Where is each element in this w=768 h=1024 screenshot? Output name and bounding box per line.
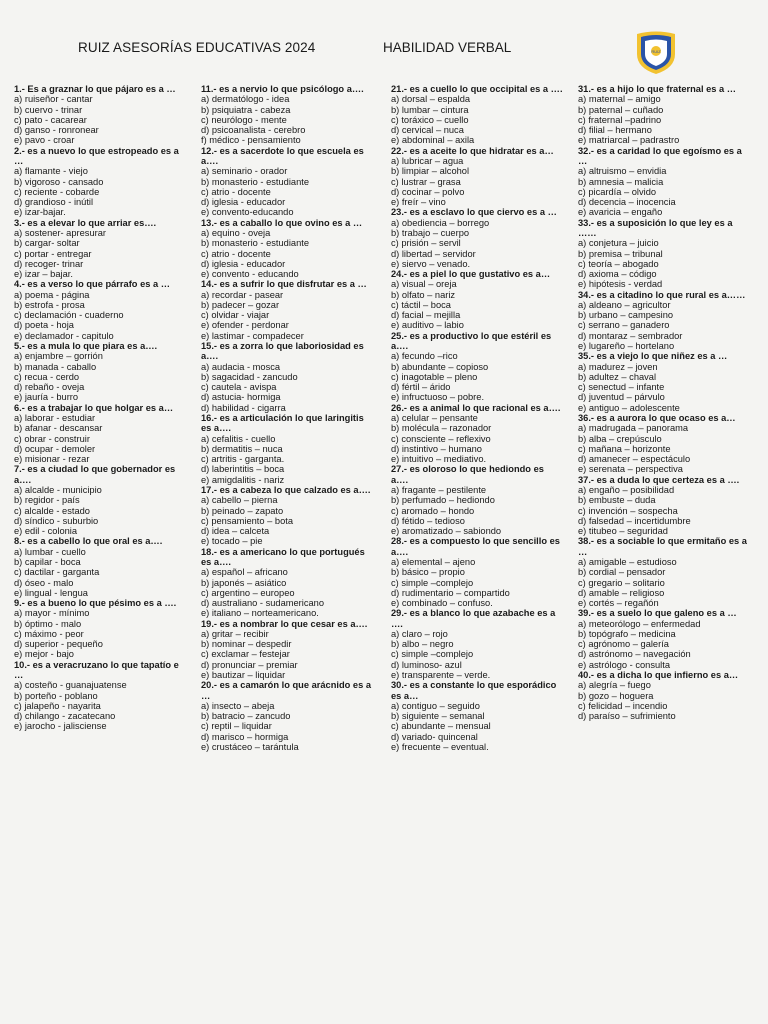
answer-option: c) argentino – europeo: [201, 587, 295, 598]
answer-option: f) médico - pensamiento: [201, 135, 301, 146]
answer-option: e) abdominal – axila: [391, 135, 475, 146]
answer-option: a) madrugada – panorama: [578, 423, 689, 434]
answer-option: b) nominar – despedir: [201, 639, 292, 650]
question-title: 3.- es a elevar lo que arriar es….: [14, 217, 157, 228]
question-title: 2.- es a nuevo lo que estropeado es a …: [14, 145, 179, 166]
answer-option: c) olvidar - viajar: [201, 310, 270, 321]
answer-option: e) declamador - capitulo: [14, 330, 114, 341]
answer-option: a) cabello – pierna: [201, 495, 278, 506]
question-title: 1.- Es a graznar lo que pájaro es a …: [14, 84, 176, 94]
answer-option: d) paraíso – sufrimiento: [578, 711, 676, 722]
answer-option: a) celular – pensante: [391, 413, 478, 423]
answer-option: d) recoger- trinar: [14, 258, 84, 269]
answer-option: d) decencia – inocencia: [578, 197, 676, 208]
answer-option: d) psicoanalista - cerebro: [201, 125, 306, 136]
answer-option: b) cordial – pensador: [578, 567, 666, 578]
answer-option: a) laborar - estudiar: [14, 413, 96, 423]
answer-option: d) habilidad - cigarra: [201, 402, 286, 413]
answer-option: d) instintivo – humano: [391, 443, 482, 454]
question-title: 28.- es a compuesto lo que sencillo es a….: [391, 536, 560, 557]
answer-option: c) obrar - construir: [14, 433, 90, 444]
question-title: 29.- es a blanco lo que azabache es a ….: [391, 608, 556, 629]
answer-option: d) ocupar - demoler: [14, 443, 96, 454]
answer-option: e) auditivo – labio: [391, 320, 464, 331]
school-shield-logo: [632, 28, 680, 76]
answer-option: b) premisa – tribunal: [578, 248, 663, 259]
answer-option: d) cocinar – polvo: [391, 186, 465, 197]
answer-option: b) topógrafo – medicina: [578, 628, 676, 639]
answer-option: a) mayor - mínimo: [14, 608, 90, 619]
answer-option: a) alcalde - municipio: [14, 484, 102, 495]
answer-option: d) idea – calceta: [201, 526, 270, 537]
answer-option: e) lingual - lengua: [14, 587, 88, 598]
answer-option: e) convento - educando: [201, 269, 299, 280]
question-title: 11.- es a nervio lo que psicólogo a….: [201, 84, 364, 94]
question-title: 7.- es a ciudad lo que gobernador es a….: [14, 464, 176, 485]
answer-option: c) simple –complejo: [391, 577, 474, 588]
answer-option: c) gregario – solitario: [578, 577, 665, 588]
answer-option: b) lumbar – cintura: [391, 104, 469, 115]
question-title: 22.- es a aceite lo que hidratar es a…: [391, 145, 554, 156]
question-title: 10.- es a veracruzano lo que tapatío e …: [14, 659, 179, 681]
answer-option: c) portar - entregar: [14, 248, 92, 259]
answer-option: a) elemental – ajeno: [391, 556, 476, 567]
answer-option: a) recordar - pasear: [201, 289, 284, 300]
answer-option: c) atrio - docente: [201, 248, 271, 259]
answer-option: a) insecto – abeja: [201, 700, 275, 711]
answer-option: c) reciente - cobarde: [14, 186, 100, 197]
answer-option: d) síndico - suburbio: [14, 515, 99, 526]
answer-option: e) mejor - bajo: [14, 649, 74, 660]
answer-option: b) urbano – campesino: [578, 310, 674, 321]
answer-option: a) costeño - guanajuatense: [14, 680, 127, 691]
answer-option: e) freír – vino: [391, 197, 446, 208]
answer-option: b) siguiente – semanal: [391, 711, 485, 722]
answer-option: b) monasterio - estudiante: [201, 238, 310, 249]
answer-option: b) básico – propio: [391, 567, 465, 578]
answer-option: d) amable – religioso: [578, 587, 665, 598]
answer-option: e) italiano – norteamericano.: [201, 608, 319, 619]
answer-option: a) meteorólogo – enfermedad: [578, 618, 701, 629]
answer-option: b) molécula – razonador: [391, 423, 492, 434]
question-title: 32.- es a caridad lo que egoísmo es a …: [578, 145, 742, 166]
answer-option: e) aromatizado – sabiondo: [391, 526, 502, 537]
answer-option: b) perfumado – hediondo: [391, 495, 495, 506]
column-1: [14, 84, 186, 732]
answer-option: a) lumbar - cuello: [14, 546, 86, 557]
answer-option: c) toráxico – cuello: [391, 114, 469, 125]
answer-option: b) peinado – zapato: [201, 505, 284, 516]
institution-title: RUIZ ASESORÍAS EDUCATIVAS 2024: [78, 40, 316, 55]
answer-option: e) edil - colonia: [14, 526, 78, 537]
column-4: [578, 84, 750, 721]
answer-option: d) superior - pequeño: [14, 639, 103, 650]
question-title: 20.- es a camarón lo que arácnido es a …: [201, 680, 371, 701]
question-title: 40.- es a dicha lo que infierno es a…: [578, 670, 739, 681]
answer-option: d) astrónomo – navegación: [578, 649, 691, 660]
answer-option: c) dactilar - garganta: [14, 567, 100, 578]
answer-option: b) japonés – asiático: [201, 577, 287, 588]
answer-option: a) flamante - viejo: [14, 166, 88, 177]
answer-option: a) dermatólogo - idea: [201, 94, 290, 105]
answer-option: d) fértil – árido: [391, 382, 451, 393]
answer-option: e) jarocho - jalisciense: [14, 721, 107, 732]
answer-option: c) abundante – mensual: [391, 721, 491, 732]
answer-option: c) simple –complejo: [391, 649, 474, 660]
answer-option: a) obediencia – borrego: [391, 217, 490, 228]
answer-option: d) óseo - malo: [14, 577, 74, 588]
answer-option: d) poeta - hoja: [14, 320, 74, 331]
answer-option: b) batracio – zancudo: [201, 711, 291, 722]
answer-option: c) recua - cerdo: [14, 371, 80, 382]
answer-option: b) afanar - descansar: [14, 423, 103, 434]
question-title: 24.- es a piel lo que gustativo es a…: [391, 269, 551, 280]
question-title: 18.- es a americano lo que portugués es a….: [201, 546, 365, 567]
question-title: 9.- es a bueno lo que pésimo es a ….: [14, 598, 177, 609]
answer-option: e) misionar - rezar: [14, 454, 90, 465]
answer-option: e) titubeo – seguridad: [578, 526, 668, 537]
column-2: [201, 84, 373, 752]
answer-option: d) iglesia - educador: [201, 258, 286, 269]
question-title: 12.- es a sacerdote lo que escuela es a….: [201, 145, 364, 166]
column-3: [391, 84, 563, 752]
answer-option: d) juventud – párvulo: [578, 392, 665, 403]
answer-option: c) picardía – olvido: [578, 186, 657, 197]
answer-option: c) serrano – ganadero: [578, 320, 670, 331]
question-title: 6.- es a trabajar lo que holgar es a…: [14, 402, 174, 413]
answer-option: b) limpiar – alcohol: [391, 166, 470, 177]
answer-option: e) serenata – perspectiva: [578, 464, 683, 475]
answer-option: d) ganso - ronronear: [14, 125, 99, 136]
answer-option: c) aromado – hondo: [391, 505, 475, 516]
answer-option: c) máximo - peor: [14, 628, 84, 639]
answer-option: c) reptil – liquidar: [201, 721, 272, 732]
answer-option: a) claro – rojo: [391, 628, 448, 639]
answer-option: d) chilango - zacatecano: [14, 711, 116, 722]
answer-option: d) variado- quincenal: [391, 731, 478, 742]
answer-option: b) porteño - poblano: [14, 690, 98, 701]
answer-option: d) filial – hermano: [578, 125, 652, 136]
answer-option: a) enjambre – gorrión: [14, 351, 103, 362]
answer-option: e) cortés – regañón: [578, 598, 659, 609]
logo-text: RUIZ: [651, 49, 661, 54]
answer-option: a) cefalitis - cuello: [201, 433, 276, 444]
answer-option: d) facial – mejilla: [391, 310, 461, 321]
answer-option: e) infructuoso – pobre.: [391, 392, 485, 403]
question-title: 21.- es a cuello lo que occipital es a ….: [391, 84, 563, 94]
answer-option: a) madurez – joven: [578, 361, 658, 372]
question-title: 36.- es a aurora lo que ocaso es a…: [578, 413, 736, 423]
question-title: 25.- es a productivo lo que estéril es a….: [391, 330, 552, 352]
answer-option: c) consciente – reflexivo: [391, 433, 491, 444]
answer-option: b) paternal – cuñado: [578, 104, 664, 115]
question-title: 31.- es a hijo lo que fraternal es a …: [578, 84, 737, 94]
answer-option: b) embuste – duda: [578, 495, 656, 506]
answer-option: b) óptimo - malo: [14, 618, 82, 629]
answer-option: c) táctil – boca: [391, 299, 451, 310]
answer-option: c) pato - cacarear: [14, 114, 87, 125]
question-title: 17.- es a cabeza lo que calzado es a….: [201, 484, 371, 495]
answer-option: c) neurólogo - mente: [201, 114, 287, 125]
answer-option: e) izar-bajar.: [14, 207, 66, 218]
answer-option: a) maternal – amigo: [578, 94, 661, 105]
answer-option: e) combinado – confuso.: [391, 598, 493, 609]
question-title: 30.- es a constante lo que esporádico es a…: [391, 680, 557, 701]
answer-option: c) felicidad – incendio: [578, 700, 668, 711]
answer-option: a) seminario - orador: [201, 166, 288, 177]
question-title: 37.- es a duda lo que certeza es a ….: [578, 474, 740, 485]
answer-option: c) fraternal –padrino: [578, 114, 662, 125]
answer-option: b) vigoroso - cansado: [14, 176, 104, 187]
question-title: 38.- es a sociable lo que ermitaño es a …: [578, 536, 747, 557]
answer-option: b) monasterio - estudiante: [201, 176, 310, 187]
answer-option: d) rebaño - oveja: [14, 382, 85, 393]
answer-option: a) conjetura – juicio: [578, 238, 659, 249]
answer-option: e) transparente – verde.: [391, 670, 491, 681]
answer-option: c) lustrar – grasa: [391, 176, 461, 187]
answer-option: d) australiano - sudamericano: [201, 598, 324, 609]
answer-option: a) gritar – recibir: [201, 628, 269, 639]
question-title: 39.- es a suelo lo que galeno es a …: [578, 608, 737, 619]
answer-option: d) montaraz – sembrador: [578, 330, 683, 341]
answer-option: e) izar – bajar.: [14, 269, 73, 280]
answer-option: c) declamación - cuaderno: [14, 310, 124, 321]
answer-option: c) artritis - garganta.: [201, 454, 285, 465]
answer-option: b) dermatitis – nuca: [201, 443, 283, 454]
answer-option: e) bautizar – liquidar: [201, 670, 286, 681]
answer-option: d) marisco – hormiga: [201, 731, 289, 742]
answer-option: a) altruismo – envidia: [578, 166, 667, 177]
answer-option: e) convento-educando: [201, 207, 294, 218]
answer-option: c) mañana – horizonte: [578, 443, 671, 454]
question-title: 8.- es a cabello lo que oral es a….: [14, 536, 163, 547]
answer-option: c) prisión – servil: [391, 238, 461, 249]
answer-option: d) grandioso - inútil: [14, 197, 94, 208]
answer-option: e) jauría - burro: [14, 392, 79, 403]
answer-option: c) jalapeño - nayarita: [14, 700, 101, 711]
answer-option: b) albo – negro: [391, 639, 454, 650]
answer-option: d) laberintitis – boca: [201, 464, 285, 475]
answer-option: b) manada - caballo: [14, 361, 97, 372]
question-title: 34.- es a citadino lo que rural es a……: [578, 289, 746, 300]
answer-option: c) pensamiento – bota: [201, 515, 293, 526]
answer-option: a) visual – oreja: [391, 279, 457, 290]
answer-option: e) siervo – venado.: [391, 258, 471, 269]
question-title: 13.- es a caballo lo que ovino es a …: [201, 217, 363, 228]
answer-option: a) fecundo –rico: [391, 351, 458, 362]
question-title: 4.- es a verso lo que párrafo es a …: [14, 279, 171, 290]
answer-option: a) lubricar – agua: [391, 155, 464, 166]
answer-option: b) gozo – hoguera: [578, 690, 654, 701]
answer-option: a) poema - página: [14, 289, 90, 300]
subject-title: HABILIDAD VERBAL: [383, 40, 512, 55]
answer-option: d) rudimentario – compartido: [391, 587, 510, 598]
answer-option: c) cautela - avispa: [201, 382, 277, 393]
question-title: 27.- es oloroso lo que hediondo es a….: [391, 464, 544, 485]
answer-option: d) falsedad – incertidumbre: [578, 515, 691, 526]
answer-option: b) psiquiatra - cabeza: [201, 104, 291, 115]
answer-option: e) lastimar - compadecer: [201, 330, 304, 341]
answer-option: a) contiguo – seguido: [391, 700, 480, 711]
question-title: 19.- es a nombrar lo que cesar es a….: [201, 618, 368, 629]
answer-option: c) alcalde - estado: [14, 505, 90, 516]
answer-option: b) padecer – gozar: [201, 299, 280, 310]
answer-option: b) capilar - boca: [14, 556, 81, 567]
answer-option: a) alegría – fuego: [578, 680, 651, 691]
answer-option: a) equino - oveja: [201, 227, 271, 238]
answer-option: e) hipótesis - verdad: [578, 279, 663, 290]
answer-option: e) frecuente – eventual.: [391, 742, 489, 752]
answer-option: d) iglesia - educador: [201, 197, 286, 208]
answer-option: d) fétido – tedioso: [391, 515, 465, 526]
question-title: 33.- es a suposición lo que ley es a ……: [578, 217, 733, 238]
answer-option: a) fragante – pestilente: [391, 484, 487, 495]
answer-option: b) abundante – copioso: [391, 361, 489, 372]
answer-option: a) audacia - mosca: [201, 361, 281, 372]
answer-option: d) axioma – código: [578, 269, 657, 280]
answer-option: d) pronunciar – premiar: [201, 659, 298, 670]
answer-option: a) ruiseñor - cantar: [14, 94, 93, 105]
answer-option: b) adultez – chaval: [578, 371, 657, 382]
answer-option: b) cargar- soltar: [14, 238, 80, 249]
answer-option: c) invención – sospecha: [578, 505, 678, 516]
question-title: 16.- es a articulación lo que laringitis es a….: [201, 413, 364, 434]
answer-option: e) amigdalitis - nariz: [201, 474, 285, 485]
answer-option: e) astrólogo - consulta: [578, 659, 670, 670]
answer-option: e) antiguo – adolescente: [578, 402, 680, 413]
answer-option: e) ofender - perdonar: [201, 320, 289, 331]
answer-option: e) intuitivo – mediativo.: [391, 454, 487, 465]
answer-option: c) agrónomo – galería: [578, 639, 669, 650]
answer-option: b) amnesia – malicia: [578, 176, 664, 187]
answer-option: e) avaricia – engaño: [578, 207, 663, 218]
answer-option: d) luminoso- azul: [391, 659, 462, 670]
answer-option: b) trabajo – cuerpo: [391, 227, 470, 238]
answer-option: d) astucia- hormiga: [201, 392, 281, 403]
question-title: 15.- es a zorra lo que laboriosidad es a….: [201, 341, 364, 362]
question-title: 14.- es a sufrir lo que disfrutar es a …: [201, 279, 367, 290]
answer-option: b) regidor - país: [14, 495, 80, 506]
answer-option: e) lugareño – hortelano: [578, 341, 675, 352]
answer-option: b) estrofa - prosa: [14, 299, 85, 310]
question-title: 35.- es a viejo lo que niñez es a …: [578, 351, 728, 362]
question-title: 26.- es a animal lo que racional es a….: [391, 402, 561, 413]
answer-option: d) cervical – nuca: [391, 125, 464, 136]
answer-option: c) atrio - docente: [201, 186, 271, 197]
answer-option: e) matriarcal – padrastro: [578, 135, 680, 146]
answer-option: d) libertad – servidor: [391, 248, 476, 259]
question-title: 5.- es a mula lo que piara es a….: [14, 341, 158, 352]
answer-option: c) senectud – infante: [578, 382, 665, 393]
answer-option: e) tocado – pie: [201, 536, 263, 547]
answer-option: e) pavo - croar: [14, 135, 75, 146]
answer-option: d) amanecer – espectáculo: [578, 454, 691, 465]
answer-option: a) aldeano – agricultor: [578, 299, 671, 310]
answer-option: b) cuervo - trinar: [14, 104, 83, 115]
answer-option: c) inagotable – pleno: [391, 371, 478, 382]
answer-option: c) teoría – abogado: [578, 258, 659, 269]
answer-option: a) dorsal – espalda: [391, 94, 471, 105]
answer-option: e) crustáceo – tarántula: [201, 742, 299, 752]
question-title: 23.- es a esclavo lo que ciervo es a …: [391, 207, 557, 218]
answer-option: a) sostener- apresurar: [14, 227, 106, 238]
answer-option: a) amigable – estudioso: [578, 556, 677, 567]
answer-option: b) alba – crepúsculo: [578, 433, 662, 444]
answer-option: a) engaño – posibilidad: [578, 484, 675, 495]
answer-option: b) sagacidad - zancudo: [201, 371, 298, 382]
answer-option: a) español – africano: [201, 567, 288, 578]
answer-option: c) exclamar – festejar: [201, 649, 290, 660]
answer-option: b) olfato – nariz: [391, 289, 456, 300]
